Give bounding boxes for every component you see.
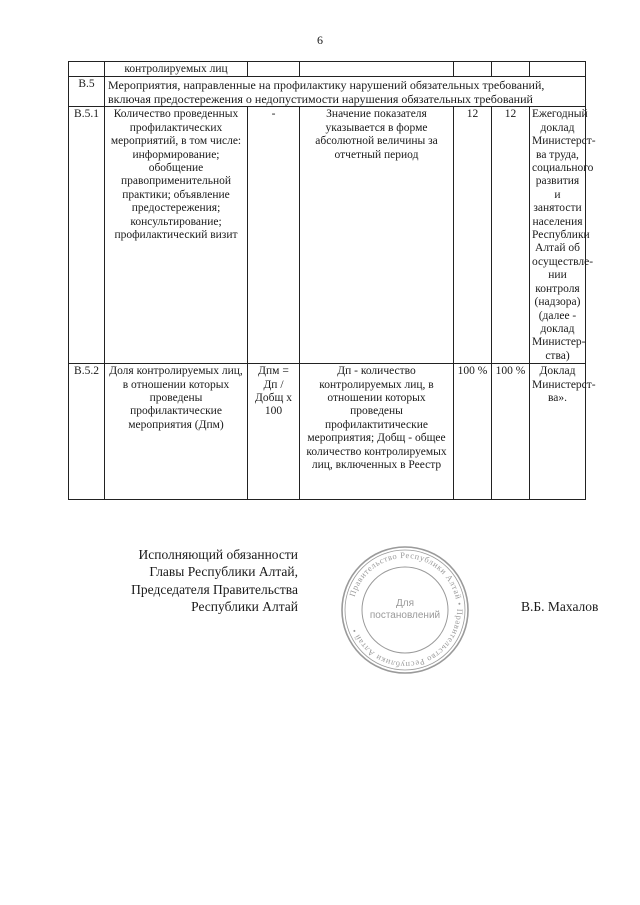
page-number: 6 (317, 33, 323, 47)
continuation-id-cell (69, 62, 105, 77)
continuation-name-cell: контролируемых лиц (105, 62, 248, 77)
section-row (69, 77, 586, 107)
signatory-title-line: Республики Алтай (191, 599, 298, 615)
row-formula-cell: - (248, 107, 300, 364)
official-stamp (340, 545, 470, 675)
row-name-cell: Доля контролируемых лиц, в отношении которых проведены профилактические мероприятия (Дпм) (105, 364, 248, 500)
table-row (69, 364, 586, 500)
row-method-cell: Дп - количество контролируемых лиц, в отношении которых проведены профилактитические мероприятия; Добщ - общее количество контролируемых лиц, включенных в Реестр (300, 364, 454, 500)
svg-text:постановлений: постановлений (369, 610, 441, 621)
row-value2-cell: 12 (492, 107, 530, 364)
row-value1-cell: 100 % (454, 364, 492, 500)
continuation-method-cell (300, 62, 454, 77)
signatory-name: В.Б. Махалов (521, 599, 599, 614)
signatory-title-line: Главы Республики Алтай, (149, 564, 298, 580)
row-formula-cell: Дпм = Дп / Добщ x 100 (248, 364, 300, 500)
continuation-formula-cell (248, 62, 300, 77)
continuation-row (69, 62, 586, 77)
signatory-title (78, 546, 298, 616)
row-value1-cell: 12 (454, 107, 492, 364)
table-row (69, 107, 586, 364)
row-id-cell: В.5.2 (69, 364, 105, 500)
continuation-source-cell (530, 62, 586, 77)
signatory-title-line: Исполняющий обязанности (138, 547, 298, 562)
signatory-title-line: Председателя Правительства (131, 581, 298, 597)
row-source-cell: Доклад Министерст-ва». (530, 364, 586, 500)
svg-text:Правительство Республики Алтай: Правительство Республики Алтай • Правительство Республики Алтай • (347, 550, 465, 670)
indicators-table (68, 61, 596, 500)
row-value2-cell: 100 % (492, 364, 530, 500)
continuation-value2-cell (492, 62, 530, 77)
continuation-value1-cell (454, 62, 492, 77)
row-source-cell: Ежегодный доклад Министерст-ва труда, социального развития и занятости населения Республики Алтай об осуществле-нии контроля (надзора) (далее - доклад Министер-ства) (530, 107, 586, 364)
section-title-cell: Мероприятия, направленные на профилактику нарушений обязательных требований, включая предостережения о недопустимости нарушения обязательных требований (105, 77, 586, 107)
row-id-cell: В.5.1 (69, 107, 105, 364)
row-name-cell: Количество проведенных профилактических мероприятий, в том числе: информирование; обобщение правоприменительной практики; объявление предостережения; консультирование; профилактический визит (105, 107, 248, 364)
row-method-cell: Значение показателя указывается в форме абсолютной величины за отчетный период (300, 107, 454, 364)
section-id-cell: В.5 (69, 77, 105, 107)
svg-text:Для: Для (395, 598, 415, 609)
